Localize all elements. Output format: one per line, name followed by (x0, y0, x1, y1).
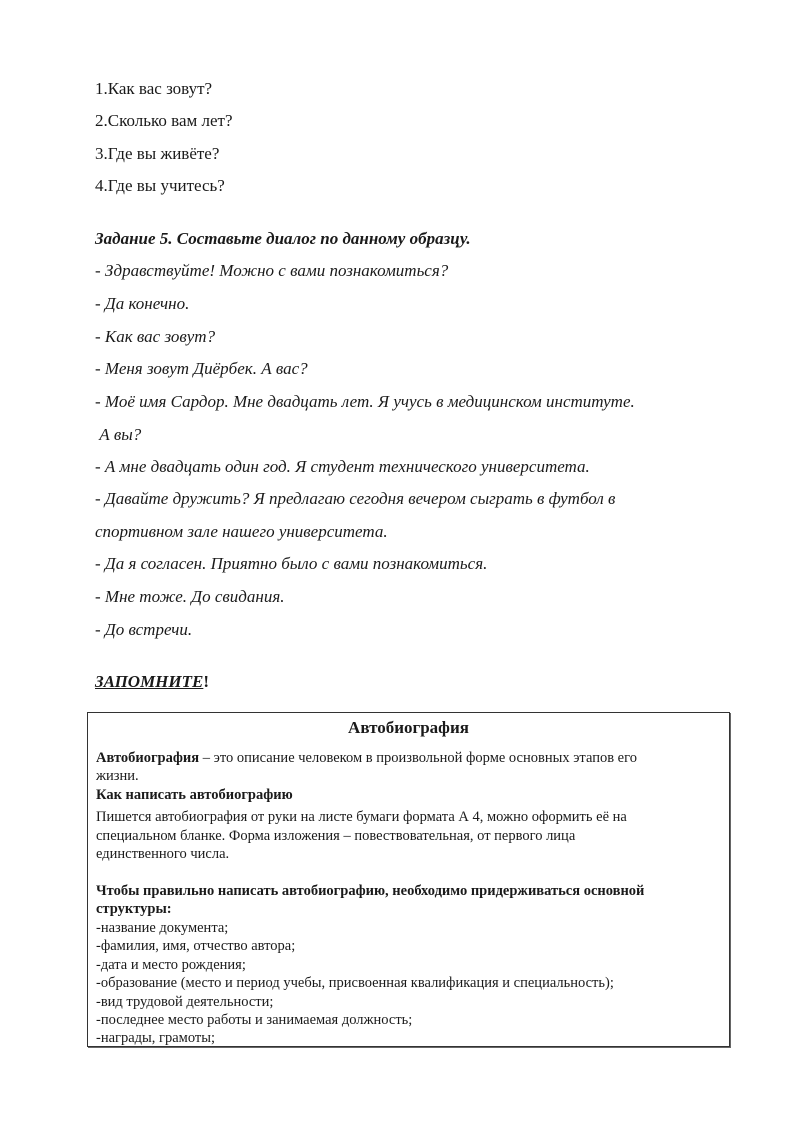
definition-term: Автобиография (96, 750, 200, 766)
how-to-line: Пишется автобиография от руки на листе бумаги формата А 4, можно оформить её на (96, 809, 627, 825)
dialog-line: спортивном зале нашего университета. (95, 522, 388, 541)
question-line: 3.Где вы живёте? (95, 144, 220, 163)
structure-item: -последнее место работы и занимаемая должность; (96, 1012, 413, 1028)
dialog-line: - До встречи. (95, 620, 193, 639)
dialog-line: - Мне тоже. До свидания. (95, 587, 285, 606)
question-line: 4.Где вы учитесь? (95, 176, 225, 195)
dialog-line: - Моё имя Сардор. Мне двадцать лет. Я учусь в медицинском институте. (95, 392, 635, 411)
dialog-line: - Меня зовут Диёрбек. А вас? (95, 359, 308, 378)
dialog-line: - А мне двадцать один год. Я студент технического университета. (95, 457, 590, 476)
structure-heading: Чтобы правильно написать автобиографию, необходимо придерживаться основной (96, 883, 645, 899)
dialog-line: А вы? (95, 425, 142, 444)
question-line: 2.Сколько вам лет? (95, 111, 233, 130)
definition-line (96, 749, 637, 767)
dialog-line: - Как вас зовут? (95, 327, 216, 346)
box-title: Автобиография (348, 718, 469, 737)
dialog-line: - Давайте дружить? Я предлагаю сегодня вечером сыграть в футбол в (95, 489, 616, 508)
autobiography-box (87, 712, 730, 1047)
structure-item: -награды, грамоты; (96, 1030, 216, 1046)
remember-mark: ! (203, 672, 210, 691)
how-to-line: специальном бланке. Форма изложения – повествовательная, от первого лица (96, 828, 576, 844)
how-to-heading: Как написать автобиографию (96, 787, 293, 803)
dialog-line: - Да я согласен. Приятно было с вами познакомиться. (95, 554, 488, 573)
structure-item: -образование (место и период учебы, присвоенная квалификация и специальность); (96, 975, 614, 991)
dialog-line: - Да конечно. (95, 294, 190, 313)
how-to-line: единственного числа. (96, 846, 230, 862)
remember-heading (95, 671, 209, 693)
question-line: 1.Как вас зовут? (95, 79, 213, 98)
structure-item: -фамилия, имя, отчество автора; (96, 938, 296, 954)
definition-text: – это описание человеком в произвольной форме основных этапов его (199, 750, 637, 766)
structure-item: -название документа; (96, 920, 229, 936)
dialog-line: - Здравствуйте! Можно с вами познакомиться? (95, 261, 449, 280)
structure-item: -дата и место рождения; (96, 957, 246, 973)
task-5-title: Задание 5. Составьте диалог по данному образцу. (95, 229, 471, 248)
remember-label: ЗАПОМНИТЕ (95, 672, 204, 691)
structure-item: -вид трудовой деятельности; (96, 994, 274, 1010)
definition-line-2: жизни. (96, 768, 139, 784)
structure-heading-2: структуры: (96, 901, 172, 917)
